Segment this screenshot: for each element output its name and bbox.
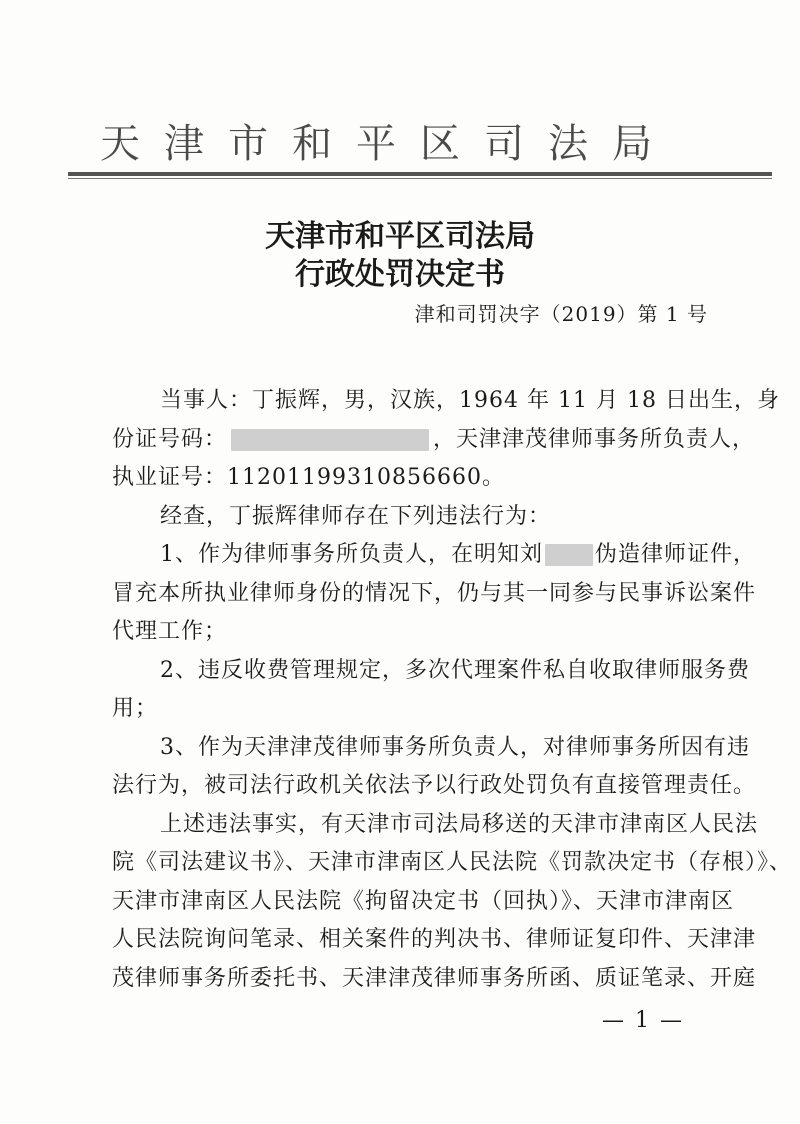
- redacted-name: [545, 544, 593, 566]
- party-line3: 执业证号：11201199310856660。: [112, 465, 505, 490]
- evidence-line1: 上述违法事实，有天津市司法局移送的天津市津南区人民法: [160, 811, 759, 837]
- document-body: [112, 382, 793, 998]
- party-line2: [112, 421, 756, 460]
- evidence-line2: 院《司法建议书》、天津市津南区人民法院《罚款决定书（存根）》、: [112, 850, 793, 875]
- evidence-line4: 人民法院询问笔录、相关案件的判决书、律师证复印件、天津津: [112, 927, 757, 952]
- violation-1-text-b: 伪造律师证件，: [595, 542, 757, 567]
- violation-1-line2: 冒充本所执业律师身份的情况下，仍与其一同参与民事诉讼案件: [112, 580, 757, 606]
- page-number: — 1 —: [602, 1008, 684, 1033]
- redacted-id-number: [231, 429, 429, 451]
- document-number: 津和司罚决字（2019）第 1 号: [414, 302, 708, 326]
- evidence-line3: 天津市津南区人民法院《拘留决定书（回执）》、天津市津南区: [112, 888, 735, 914]
- letterhead-rule-thin: [68, 178, 772, 179]
- letterhead: 天津市和平区司法局: [100, 121, 676, 167]
- finding-intro: 经查，丁振辉律师存在下列违法行为：: [160, 503, 552, 529]
- violation-1-line1: [112, 536, 757, 575]
- violation-1: [112, 536, 757, 652]
- document-title-line1: 天津市和平区司法局: [265, 219, 535, 254]
- violation-2-line2: 用；: [112, 696, 159, 721]
- party-paragraph: [112, 382, 780, 498]
- document-title-line2: 行政处罚决定书: [295, 257, 505, 292]
- letterhead-rule-thick: [68, 172, 772, 176]
- violation-1-line3: 代理工作；: [112, 619, 228, 644]
- finding-intro-paragraph: [112, 498, 708, 537]
- violation-2: [112, 652, 750, 729]
- violation-3-line2: 法行为，被司法行政机关依法予以行政处罚负有直接管理责任。: [112, 773, 757, 798]
- violation-3: [112, 729, 757, 806]
- party-role: ，天津津茂律师事务所负责人，: [433, 426, 756, 452]
- party-line1: 当事人：丁振辉，男，汉族，1964 年 11 月 18 日出生，身: [160, 388, 780, 413]
- violation-2-line1: 2、违反收费管理规定，多次代理案件私自收取律师服务费: [160, 657, 750, 683]
- violation-3-line1: 3、作为天津津茂律师事务所负责人，对律师事务所因有违: [160, 734, 750, 760]
- evidence-paragraph: [112, 806, 793, 999]
- id-label: 份证号码：: [112, 426, 228, 452]
- violation-1-text-a: 1、作为律师事务所负责人，在明知刘: [160, 542, 543, 567]
- evidence-line5: 茂律师事务所委托书、天津津茂律师事务所函、质证笔录、开庭: [112, 965, 757, 991]
